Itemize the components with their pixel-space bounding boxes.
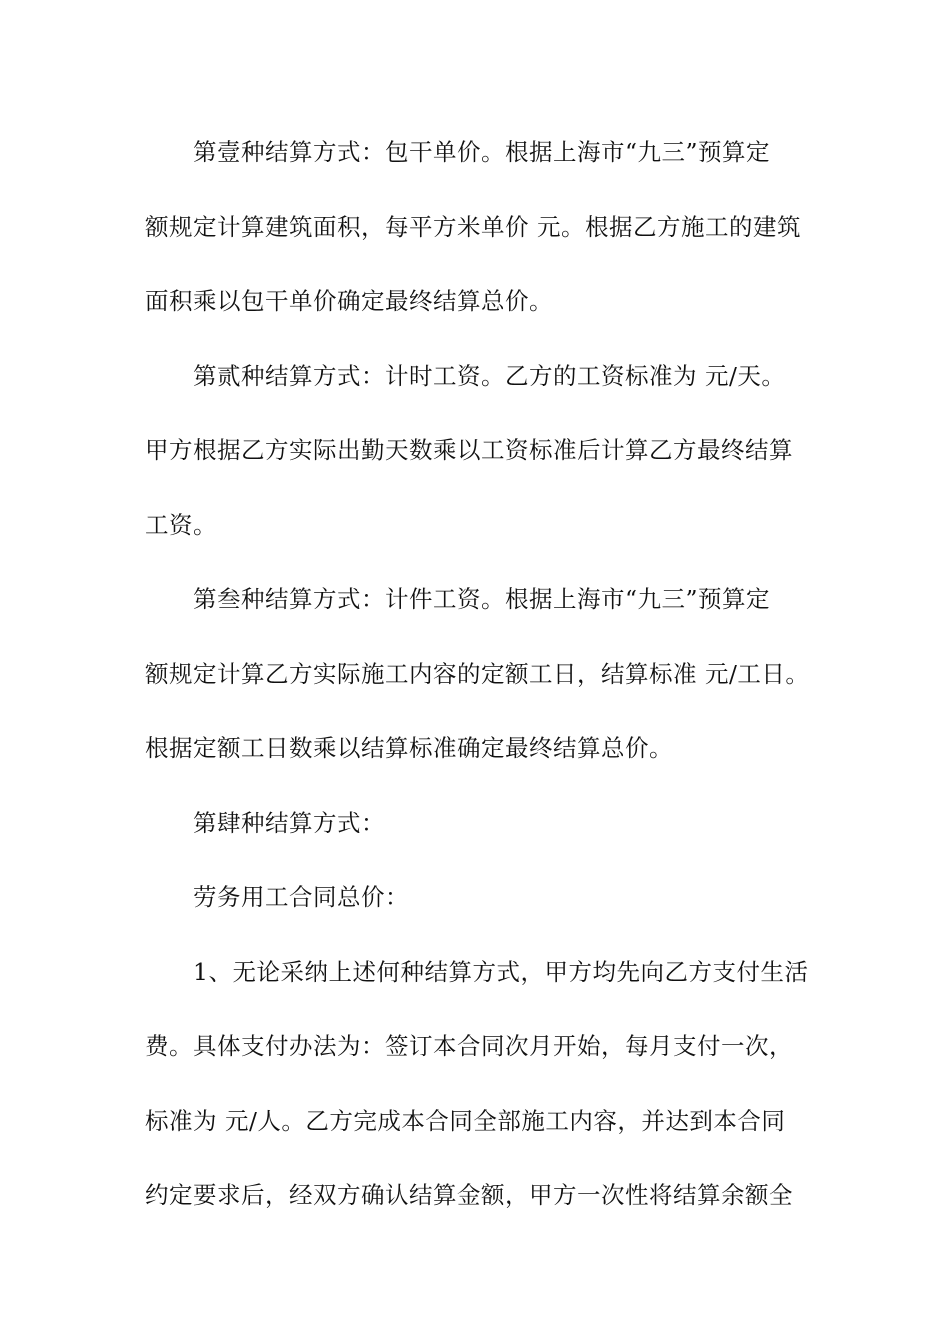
text-line: 费。具体支付办法为：签订本合同次月开始，每月支付一次， [145, 1032, 793, 1060]
text-line: 额规定计算乙方实际施工内容的定额工日，结算标准 元/工日。 [145, 659, 810, 688]
text-line: 面积乘以包干单价确定最终结算总价。 [145, 287, 553, 315]
text-line: 1、无论采纳上述何种结算方式，甲方均先向乙方支付生活 [193, 957, 809, 986]
text-line: 根据定额工日数乘以结算标准确定最终结算总价。 [145, 734, 673, 762]
text-line: 标准为 元/人。乙方完成本合同全部施工内容，并达到本合同 [145, 1106, 786, 1135]
text-line: 第贰种结算方式：计时工资。乙方的工资标准为 元/天。 [193, 361, 786, 390]
text-line: 额规定计算建筑面积，每平方米单价 元。根据乙方施工的建筑 [145, 212, 801, 241]
text-line: 甲方根据乙方实际出勤天数乘以工资标准后计算乙方最终结算 [145, 436, 793, 464]
text-line: 约定要求后，经双方确认结算金额，甲方一次性将结算余额全 [145, 1181, 793, 1209]
text-line: 劳务用工合同总价： [193, 883, 409, 911]
text-line: 工资。 [145, 510, 217, 539]
text-line: 第叁种结算方式：计件工资。根据上海市“九三”预算定 [193, 585, 771, 613]
text-line: 第壹种结算方式：包干单价。根据上海市“九三”预算定 [193, 138, 771, 166]
document-body [145, 128, 825, 1246]
text-line: 第肆种结算方式： [193, 808, 385, 837]
